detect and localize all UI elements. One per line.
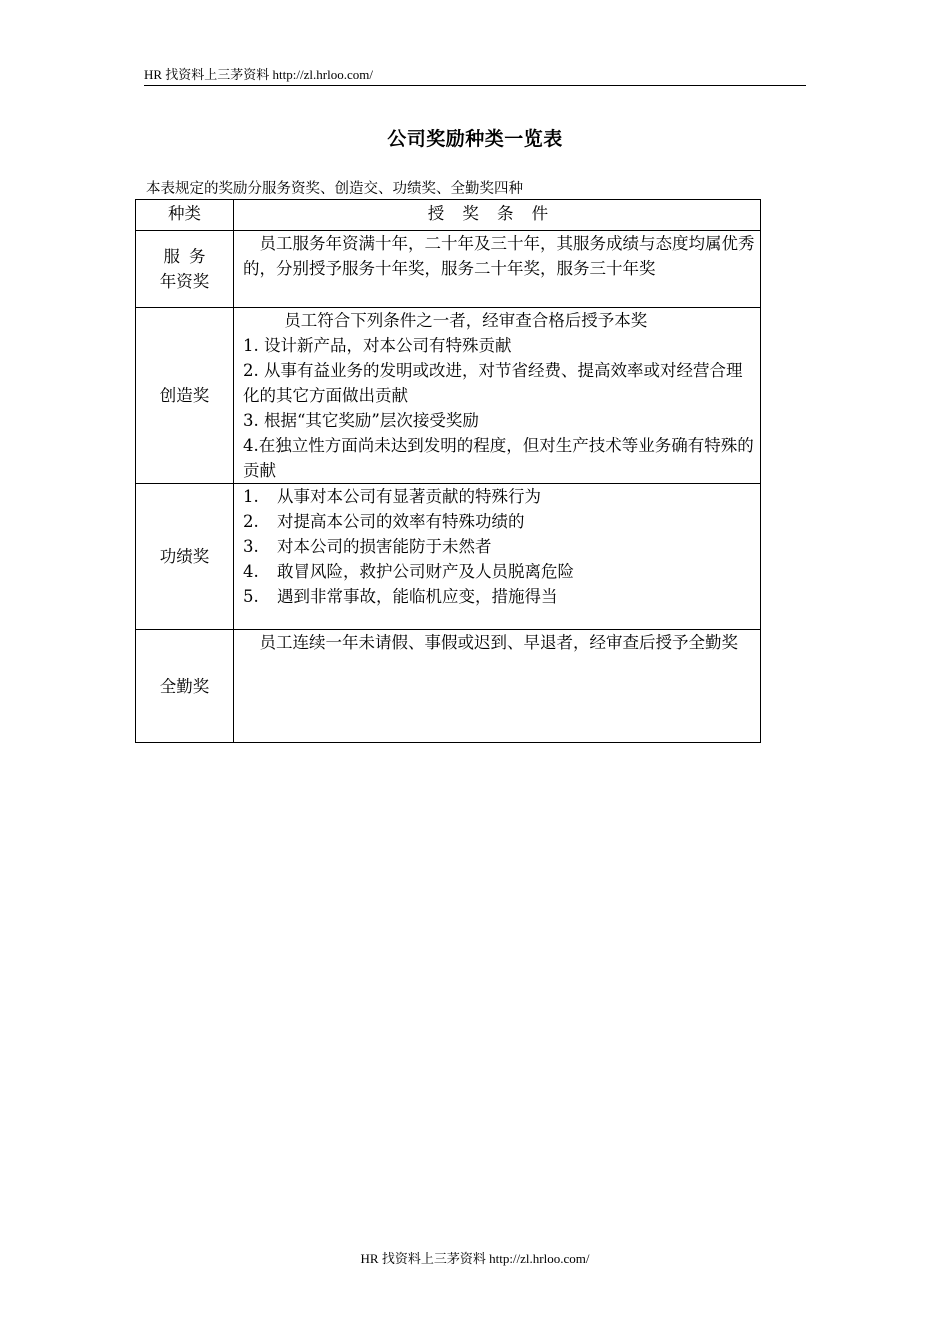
- header-conditions: 授奖条件: [234, 200, 761, 231]
- category-service-line2: 年资奖: [159, 272, 210, 291]
- conditions-creation: [234, 308, 761, 484]
- list-item-number: 3.: [243, 537, 259, 556]
- table-row-service: [136, 231, 761, 308]
- creation-item: 4.在独立性方面尚未达到发明的程度，但对生产技术等业务确有特殊的贡献: [243, 436, 754, 480]
- list-item: [243, 559, 757, 584]
- category-creation: 创造奖: [136, 308, 234, 484]
- list-item-text: 遇到非常事故，能临机应变，措施得当: [277, 587, 558, 606]
- page-header: HR 找资料上三茅资料 http://zl.hrloo.com/: [144, 66, 806, 86]
- list-item-number: 4.: [243, 562, 259, 581]
- creation-item: 2. 从事有益业务的发明或改进，对节省经费、提高效率或对经营合理化的其它方面做出贡献: [243, 361, 743, 405]
- list-item-number: 5.: [243, 587, 259, 606]
- table-header-row: [136, 200, 761, 231]
- attendance-text: 员工连续一年未请假、事假或迟到、早退者，经审查后授予全勤奖: [259, 633, 738, 652]
- service-text: 员工服务年资满十年，二十年及三十年，其服务成绩与态度均属优秀的，分别授予服务十年奖，服务二十年奖，服务三十年奖: [243, 234, 755, 278]
- intro-text: 本表规定的奖励分服务资奖、创造交、功绩奖、全勤奖四种: [146, 181, 523, 197]
- creation-item: 1. 设计新产品，对本公司有特殊贡献: [243, 336, 512, 355]
- conditions-merit: [234, 484, 761, 630]
- merit-list: [243, 484, 757, 609]
- list-item: [243, 584, 757, 609]
- list-item-number: 1.: [243, 487, 259, 506]
- list-item: [243, 509, 757, 534]
- list-item-text: 从事对本公司有显著贡献的特殊行为: [277, 487, 541, 506]
- conditions-attendance: [234, 630, 761, 743]
- category-merit: 功绩奖: [136, 484, 234, 630]
- document-title: 公司奖励种类一览表: [387, 128, 563, 150]
- table-row-merit: [136, 484, 761, 630]
- creation-item: 3. 根据“其它奖励”层次接受奖励: [243, 411, 479, 430]
- category-service: [136, 231, 234, 308]
- page-footer: HR 找资料上三茅资料 http://zl.hrloo.com/: [360, 1251, 590, 1266]
- awards-table: [135, 199, 761, 743]
- list-item-text: 敢冒风险，救护公司财产及人员脱离危险: [277, 562, 574, 581]
- list-item: [243, 484, 757, 509]
- header-category: 种类: [136, 200, 234, 231]
- category-attendance: 全勤奖: [136, 630, 234, 743]
- list-item: [243, 534, 757, 559]
- conditions-service: [234, 231, 761, 308]
- list-item-number: 2.: [243, 512, 259, 531]
- list-item-text: 对提高本公司的效率有特殊功绩的: [277, 512, 525, 531]
- creation-lead: 员工符合下列条件之一者，经审查合格后授予本奖: [284, 311, 648, 330]
- table-row-creation: [136, 308, 761, 484]
- category-service-line1: 服务: [163, 247, 215, 266]
- table-row-attendance: [136, 630, 761, 743]
- list-item-text: 对本公司的损害能防于未然者: [277, 537, 492, 556]
